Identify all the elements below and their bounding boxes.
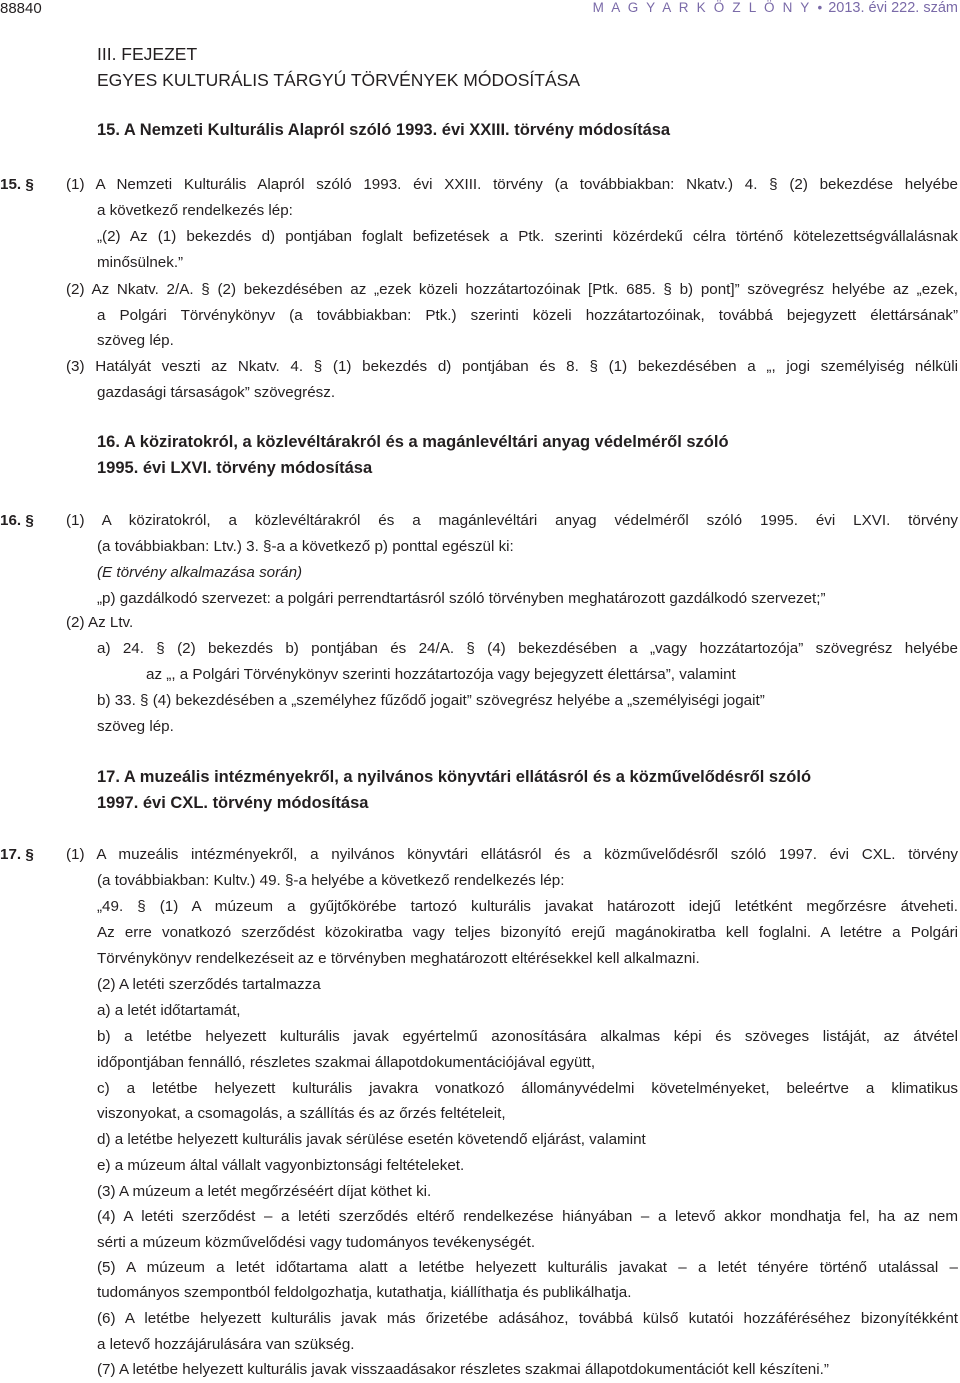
s15-line-3: „(2) Az (1) bekezdés d) pontjában foglalt befizetések a Ptk. szerinti közérdekű célra történő kötelezettségvállalásnak xyxy=(97,228,958,245)
s15-line-9: gazdasági társaságok” szövegrész. xyxy=(97,384,336,401)
s17-line-17: (5) A múzeum a letét időtartama alatt a letétbe helyezett kulturális javakat – a letét tényére történő utalással – xyxy=(97,1259,958,1276)
s17-line-5: Törvénykönyv rendelkezéseit az e törvényben meghatározott eltérésekkel kell alkalmazni. xyxy=(97,950,700,967)
s16-line-4: „p) gazdálkodó szervezet: a polgári perrendtartásról szóló törvényben meghatározott gazdálkodó szervezet;” xyxy=(97,590,826,607)
s16-line-1: (1) A köziratokról, a közlevéltárakról és a magánlevéltári anyag védelméről szóló 1995. évi LXVI. törvény xyxy=(66,512,958,529)
s17-line-3: „49. § (1) A múzeum a gyűjtőkörébe tartozó kulturális javakat határozott idejű letétként megőrzésre átveheti. xyxy=(97,898,958,915)
s17-line-16: sérti a múzeum közművelődési vagy tudományos tevékenységét. xyxy=(97,1234,536,1251)
section-17-title-2: 1997. évi CXL. törvény módosítása xyxy=(97,794,369,812)
publication-name: M A G Y A R K Ö Z L Ö N Y xyxy=(592,0,812,15)
section-16-title-2: 1995. évi LXVI. törvény módosítása xyxy=(97,459,373,477)
s17-line-6: (2) A letéti szerződés tartalmazza xyxy=(97,976,321,993)
s17-line-14: (3) A múzeum a letét megőrzéséért díjat köthet ki. xyxy=(97,1183,432,1200)
s17-line-9: időpontjában fennálló, részletes szakmai állapotdokumentációjával együtt, xyxy=(97,1054,596,1071)
s16-line-8: b) 33. § (4) bekezdésében a „személyhez fűződő jogait” szövegrész helyébe a „személyiségi jogait” xyxy=(97,692,765,709)
s15-line-6: a Polgári Törvénykönyv (a továbbiakban: Ptk.) szerinti közeli hozzátartozóinak, továbbá bejegyzett élettársának” xyxy=(97,307,958,324)
s16-line-2: (a továbbiakban: Ltv.) 3. §-a a következő p) ponttal egészül ki: xyxy=(97,538,514,555)
s17-line-4: Az erre vonatkozó szerződést közokiratba vagy teljes bizonyító erejű magánokiratba kell foglalni. A letétre a Polgári xyxy=(97,924,958,941)
page-number: 88840 xyxy=(0,0,42,17)
s16-line-3: (E törvény alkalmazása során) xyxy=(97,564,303,581)
s17-line-20: a letevő hozzájárulására van szükség. xyxy=(97,1336,355,1353)
publication-header xyxy=(593,0,958,16)
s17-line-10: c) a letétbe helyezett kulturális javakra vonatkozó állományvédelmi követelményeket, beleértve a klimatikus xyxy=(97,1080,958,1097)
s15-line-4: minősülnek.” xyxy=(97,254,184,271)
s17-line-18: tudományos szempontból feldolgozhatja, kutathatja, kiállíthatja és publikálhatja. xyxy=(97,1284,632,1301)
s17-line-8: b) a letétbe helyezett kulturális javak egyértelmű azonosítására alkalmas képi és szöveges listáját, az átvétel xyxy=(97,1028,958,1045)
s17-line-13: e) a múzeum által vállalt vagyonbiztonsági feltételeket. xyxy=(97,1157,465,1174)
s15-line-7: szöveg lép. xyxy=(97,332,174,349)
s15-line-2: a következő rendelkezés lép: xyxy=(97,202,293,219)
s15-line-1: (1) A Nemzeti Kulturális Alapról szóló 1993. évi XXIII. törvény (a továbbiakban: Nkatv.) 4. § (2) bekezdése helyébe xyxy=(66,176,958,193)
s16-line-7: az „, a Polgári Törvénykönyv szerinti hozzátartozója vagy bejegyzett élettársa”, valamint xyxy=(146,666,736,683)
chapter-title: EGYES KULTURÁLIS TÁRGYÚ TÖRVÉNYEK MÓDOSÍTÁSA xyxy=(97,70,580,90)
s17-line-19: (6) A letétbe helyezett kulturális javak más őrizetébe adásához, továbbá külső kutatói hozzáféréséhez bizonyítékként xyxy=(97,1310,958,1327)
s17-line-12: d) a letétbe helyezett kulturális javak sérülése esetén követendő eljárást, valamint xyxy=(97,1131,646,1148)
section-16-number: 16. § xyxy=(0,512,34,529)
s17-line-15: (4) A letéti szerződést – a letéti szerződés eltérő rendelkezése hiányában – a letevő akkor mondhatja fel, ha az nem xyxy=(97,1208,958,1225)
s17-line-1: (1) A muzeális intézményekről, a nyilvános könyvtári ellátásról és a közművelődésről szóló 1997. évi CXL. törvény xyxy=(66,846,958,863)
s17-line-11: viszonyokat, a csomagolás, a szállítás és az őrzés feltételeit, xyxy=(97,1105,506,1122)
header-separator: • xyxy=(817,0,823,15)
s16-line-6: a) 24. § (2) bekezdés b) pontjában és 24/A. § (4) bekezdésében a „vagy hozzátartozója” szövegrész helyébe xyxy=(97,640,958,657)
s15-line-8: (3) Hatályát veszti az Nkatv. 4. § (1) bekezdés d) pontjában és 8. § (1) bekezdésében a „, jogi személyiség nélküli xyxy=(66,358,958,375)
section-17-number: 17. § xyxy=(0,846,34,863)
section-15-number: 15. § xyxy=(0,176,34,193)
section-17-title-1: 17. A muzeális intézményekről, a nyilvános könyvtári ellátásról és a közművelődésről szóló xyxy=(97,768,812,786)
s16-line-5: (2) Az Ltv. xyxy=(66,614,134,631)
chapter-number: III. FEJEZET xyxy=(97,44,198,64)
section-16-title-1: 16. A köziratokról, a közlevéltárakról és a magánlevéltári anyag védelméről szóló xyxy=(97,433,729,451)
issue-number: 2013. évi 222. szám xyxy=(828,0,958,16)
s16-line-9: szöveg lép. xyxy=(97,718,174,735)
s17-line-2: (a továbbiakban: Kultv.) 49. §-a helyébe a következő rendelkezés lép: xyxy=(97,872,565,889)
s17-line-7: a) a letét időtartamát, xyxy=(97,1002,241,1019)
s15-line-5: (2) Az Nkatv. 2/A. § (2) bekezdésében az „ezek közeli hozzátartozóinak [Ptk. 685. § b) pont]” szövegrész helyébe az „ezek, xyxy=(66,281,958,298)
s17-line-21: (7) A letétbe helyezett kulturális javak visszaadásakor részletes szakmai állapotdokumentációt kell készíteni.” xyxy=(97,1361,829,1378)
section-15-title: 15. A Nemzeti Kulturális Alapról szóló 1993. évi XXIII. törvény módosítása xyxy=(97,121,671,139)
